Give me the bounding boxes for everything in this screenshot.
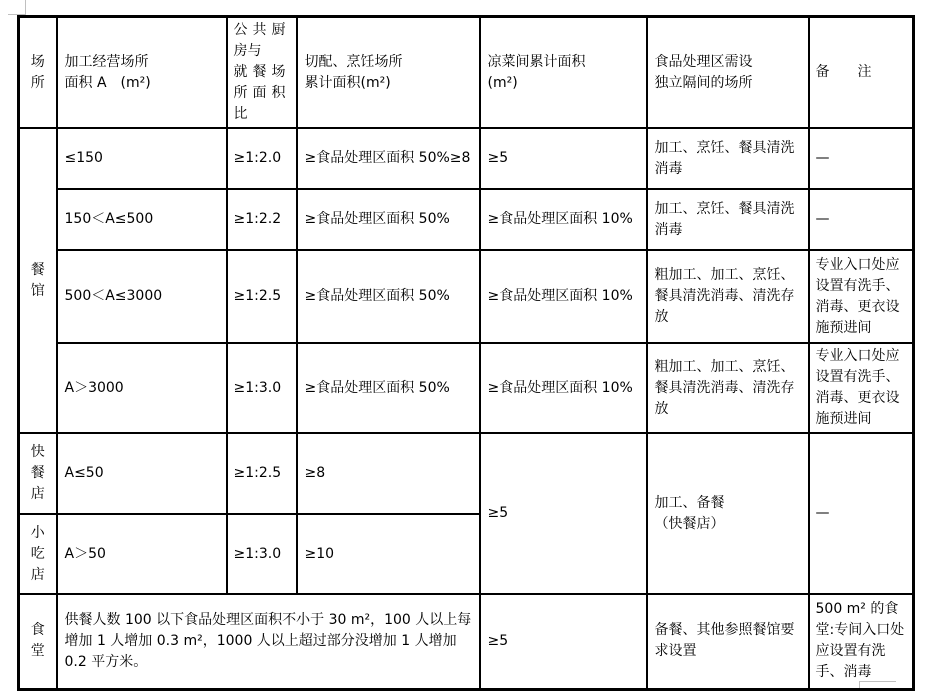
column-header-remark[interactable]: 备 注 — [809, 17, 914, 129]
header-line: 切配、烹饪场所 — [304, 53, 403, 70]
cell-ratio[interactable]: ≥1:3.0 — [227, 343, 297, 433]
cell-remark-shared[interactable]: — — [809, 433, 914, 594]
row-group-label-snack-shop[interactable]: 小吃店 — [19, 514, 57, 594]
cell-partition-rooms-shared[interactable] — [647, 433, 809, 594]
column-header-cooking-area[interactable] — [297, 17, 480, 129]
table-row-restaurant-3 — [19, 250, 914, 343]
header-line: 独立隔间的场所 — [654, 74, 753, 91]
header-line: (m²) — [487, 74, 518, 91]
header-line: 累计面积(m²) — [304, 74, 391, 91]
cell-area-range[interactable]: A＞50 — [57, 514, 227, 594]
page-margin-mark-top-left — [8, 0, 26, 15]
cell-remark[interactable]: — — [809, 189, 914, 250]
cell-ratio[interactable]: ≥1:3.0 — [227, 514, 297, 594]
cell-partition-rooms[interactable]: 加工、烹饪、餐具清洗消毒 — [647, 189, 809, 250]
cell-line: （快餐店） — [654, 515, 725, 532]
cell-ratio[interactable]: ≥1:2.0 — [227, 128, 297, 189]
cell-remark[interactable]: 专业入口处应设置有洗手、消毒、更衣设施预进间 — [809, 250, 914, 343]
table-header-row — [19, 17, 914, 129]
cell-cooking-area[interactable]: ≥食品处理区面积 50% — [297, 343, 480, 433]
cell-ratio[interactable]: ≥1:2.2 — [227, 189, 297, 250]
cell-area-range[interactable]: A＞3000 — [57, 343, 227, 433]
header-line: 就餐场所面积比 — [233, 64, 286, 122]
cell-cold-dish-area[interactable]: ≥5 — [480, 128, 647, 189]
row-group-label-fast-food[interactable]: 快餐店 — [19, 433, 57, 514]
cell-cooking-area[interactable]: ≥食品处理区面积 50%≥8 — [297, 128, 480, 189]
cell-cold-dish-area[interactable]: ≥5 — [480, 594, 647, 689]
cell-area-range[interactable]: 150＜A≤500 — [57, 189, 227, 250]
column-header-processing-area[interactable] — [57, 17, 227, 129]
cell-ratio[interactable]: ≥1:2.5 — [227, 250, 297, 343]
table-row-restaurant-4 — [19, 343, 914, 433]
table-row-restaurant-2 — [19, 189, 914, 250]
table-row-fast-food — [19, 433, 914, 514]
header-line: 食品处理区需设 — [654, 53, 753, 70]
cell-canteen-description[interactable]: 供餐人数 100 以下食品处理区面积不小于 30 m²，100 人以上每增加 1 人增加 0.3 m²，1000 人以上超过部分没增加 1 人增加 0.2 平方米。 — [57, 594, 480, 689]
column-header-kitchen-dining-ratio[interactable] — [227, 17, 297, 129]
header-line: 面积 A (m²) — [64, 74, 151, 91]
cell-partition-rooms[interactable]: 粗加工、加工、烹饪、餐具清洗消毒、清洗存放 — [647, 250, 809, 343]
header-line: 加工经营场所 — [64, 53, 149, 70]
cell-cooking-area[interactable]: ≥8 — [297, 433, 480, 514]
cell-cooking-area[interactable]: ≥10 — [297, 514, 480, 594]
column-header-cold-dish-area[interactable] — [480, 17, 647, 129]
table-row-canteen — [19, 594, 914, 689]
food-processing-area-requirements-table — [17, 15, 915, 691]
cell-cold-dish-area[interactable]: ≥食品处理区面积 10% — [480, 189, 647, 250]
cell-remark[interactable]: 500 m² 的食堂:专间入口处应设置有洗手、消毒 — [809, 594, 914, 689]
header-line: 公共厨房与 — [233, 22, 286, 59]
cell-line: 加工、备餐 — [654, 494, 725, 511]
cell-cooking-area[interactable]: ≥食品处理区面积 50% — [297, 189, 480, 250]
cell-cold-dish-area-shared[interactable]: ≥5 — [480, 433, 647, 594]
row-group-label-canteen[interactable]: 食堂 — [19, 594, 57, 689]
cell-cold-dish-area[interactable]: ≥食品处理区面积 10% — [480, 250, 647, 343]
cell-ratio[interactable]: ≥1:2.5 — [227, 433, 297, 514]
cell-partition-rooms[interactable]: 加工、烹饪、餐具清洗消毒 — [647, 128, 809, 189]
table-row-restaurant-1 — [19, 128, 914, 189]
cell-partition-rooms[interactable]: 粗加工、加工、烹饪、餐具清洗消毒、清洗存放 — [647, 343, 809, 433]
column-header-place[interactable]: 场所 — [19, 17, 57, 129]
cell-remark[interactable]: — — [809, 128, 914, 189]
header-line: 凉菜间累计面积 — [487, 53, 586, 70]
cell-cold-dish-area[interactable]: ≥食品处理区面积 10% — [480, 343, 647, 433]
cell-cooking-area[interactable]: ≥食品处理区面积 50% — [297, 250, 480, 343]
cell-area-range[interactable]: ≤150 — [57, 128, 227, 189]
cell-partition-rooms[interactable]: 备餐、其他参照餐馆要求设置 — [647, 594, 809, 689]
row-group-label-restaurant[interactable]: 餐馆 — [19, 128, 57, 433]
cell-remark[interactable]: 专业入口处应设置有洗手、消毒、更衣设施预进间 — [809, 343, 914, 433]
cell-area-range[interactable]: 500＜A≤3000 — [57, 250, 227, 343]
cell-area-range[interactable]: A≤50 — [57, 433, 227, 514]
column-header-partition-rooms[interactable] — [647, 17, 809, 129]
